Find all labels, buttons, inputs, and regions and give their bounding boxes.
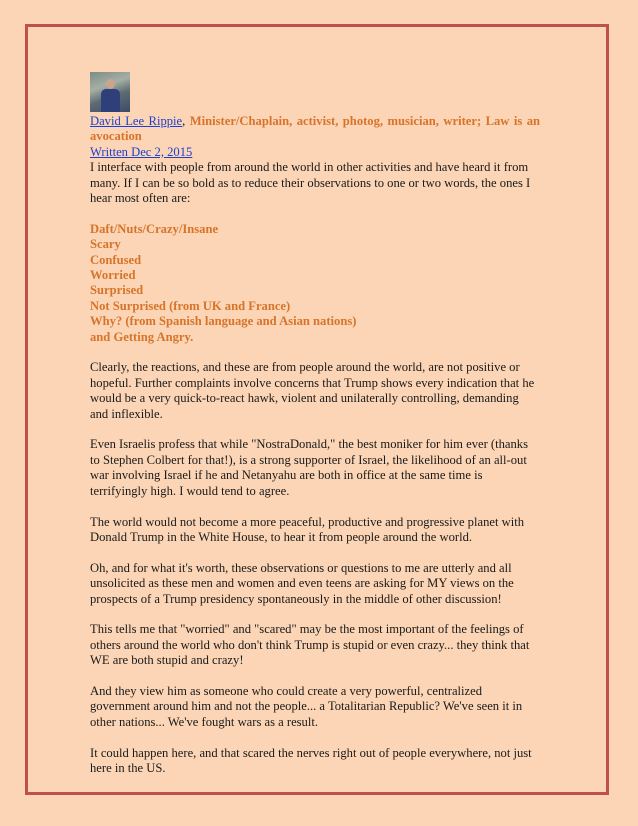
body-paragraph: The world would not become a more peaceful, productive and progressive planet with Donald Trump in the White House, to hear it from people around the world.: [90, 514, 524, 544]
post-date-row: [90, 145, 540, 160]
post-date-link[interactable]: Written Dec 2, 2015: [90, 144, 193, 159]
body-paragraph: And they view him as someone who could create a very powerful, centralized government around him and not the people... a Totalitarian Republic? We've seen it in other nations... We've fought wars as a result.: [90, 683, 523, 729]
body-paragraph: This tells me that "worried" and "scared" may be the most important of the feelings of others around the world who don't think Trump is stupid or even crazy... they think that WE are both stupid and crazy!: [90, 622, 530, 668]
reaction-item: and Getting Angry.: [90, 329, 194, 344]
avatar-head: [106, 79, 115, 89]
body-paragraph: It could happen here, and that scared the nerves right out of people everywhere, not just here in the US.: [90, 745, 532, 775]
reaction-item: Why? (from Spanish language and Asian nations): [90, 314, 357, 329]
reaction-item: Scary: [90, 237, 121, 252]
author-name-link[interactable]: David Lee Rippie: [90, 114, 183, 128]
intro-paragraph: I interface with people from around the world in other activities and have heard it from many. If I can be so bold as to reduce their observations to one or two words, the ones I hear most often are:: [90, 160, 531, 206]
reaction-item: Confused: [90, 252, 142, 267]
body-paragraph: Clearly, the reactions, and these are from people around the world, are not positive or hopeful. Further complaints involve concerns that Trump shows every indication that he would be a very quick-to-react hawk, violent and unilaterally controlling, demanding and inflexible.: [90, 360, 535, 421]
reaction-item: Not Surprised (from UK and France): [90, 298, 291, 313]
author-byline: David Lee Rippie, Minister/Chaplain, activist, photog, musician, writer; Law is an avocation: [90, 114, 541, 144]
article: [90, 72, 540, 792]
reaction-item: Surprised: [90, 283, 144, 298]
reaction-item: Worried: [90, 268, 136, 283]
author-title: Minister/Chaplain, activist, photog, musician, writer; Law is an avocation: [90, 114, 541, 144]
body-paragraph: Even Israelis profess that while "NostraDonald," the best moniker for him ever (thanks to Stephen Colbert for that!), is a strong supporter of Israel, the likelihood of an all-out war involving Israel if he and Netanyahu are both in office at the same time is terrifyingly high. I would tend to agree.: [90, 437, 529, 498]
avatar-body: [101, 89, 120, 112]
reaction-item: Daft/Nuts/Crazy/Insane: [90, 221, 219, 236]
reactions-list: [90, 222, 540, 345]
body-paragraph: Oh, and for what it's worth, these observations or questions to me are utterly and all unsolicited as these men and women and even teens are asking for MY views on the prospects of a Trump presidency spontaneously in the middle of other discussion!: [90, 560, 514, 606]
author-avatar[interactable]: [90, 72, 130, 112]
